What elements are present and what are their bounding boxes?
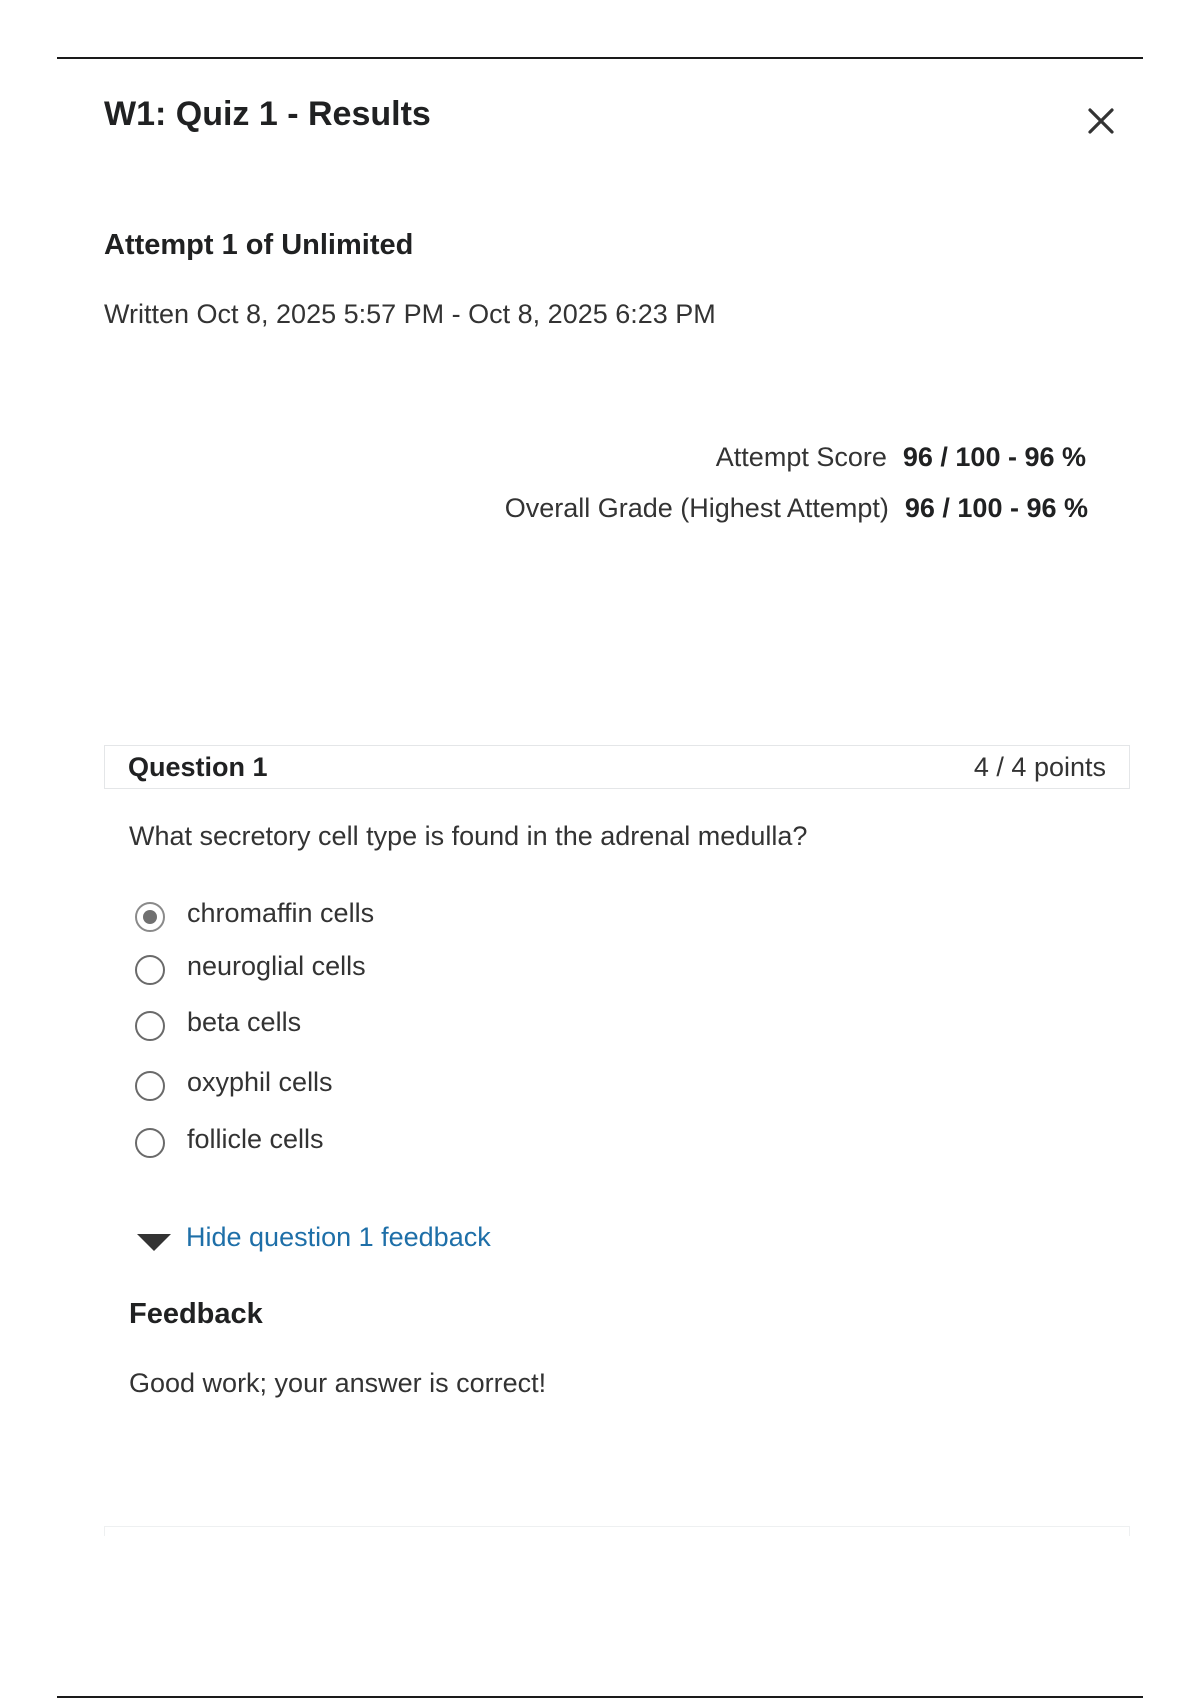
answer-option-label: neuroglial cells (187, 951, 366, 981)
question-header (104, 745, 1130, 789)
question-points: 4 / 4 points (973, 752, 1106, 782)
question-text: What secretory cell type is found in the adrenal medulla? (129, 821, 808, 851)
hide-feedback-link[interactable]: Hide question 1 feedback (186, 1222, 491, 1252)
close-icon (1080, 100, 1122, 142)
caret-down-icon[interactable] (137, 1234, 171, 1251)
attempt-score-value: 96 / 100 - 96 % (902, 442, 1086, 472)
radio-button[interactable] (135, 1071, 165, 1101)
feedback-heading: Feedback (129, 1298, 263, 1330)
overall-grade-row (505, 493, 1088, 524)
radio-button[interactable] (135, 955, 165, 985)
attempt-label: Attempt 1 of Unlimited (104, 229, 414, 261)
overall-grade-label: Overall Grade (Highest Attempt) (504, 493, 889, 523)
attempt-score-label: Attempt Score (715, 442, 887, 472)
radio-button[interactable] (135, 902, 165, 932)
top-divider (57, 57, 1143, 59)
bottom-divider (57, 1696, 1143, 1698)
feedback-text: Good work; your answer is correct! (129, 1368, 547, 1398)
radio-button[interactable] (135, 1011, 165, 1041)
radio-button[interactable] (135, 1128, 165, 1158)
overall-grade-value: 96 / 100 - 96 % (904, 493, 1088, 523)
answer-option-label: follicle cells (187, 1124, 324, 1154)
attempt-score-row (716, 442, 1086, 473)
question-title: Question 1 (128, 752, 268, 782)
written-timestamp: Written Oct 8, 2025 5:57 PM - Oct 8, 2025 6:23 PM (104, 299, 716, 329)
close-button[interactable] (1080, 100, 1122, 142)
page-title: W1: Quiz 1 - Results (104, 95, 431, 133)
answer-option-label: chromaffin cells (187, 898, 375, 928)
answer-option-label: oxyphil cells (187, 1067, 333, 1097)
answer-option-label: beta cells (187, 1007, 302, 1037)
next-question-card-edge (104, 1526, 1130, 1536)
